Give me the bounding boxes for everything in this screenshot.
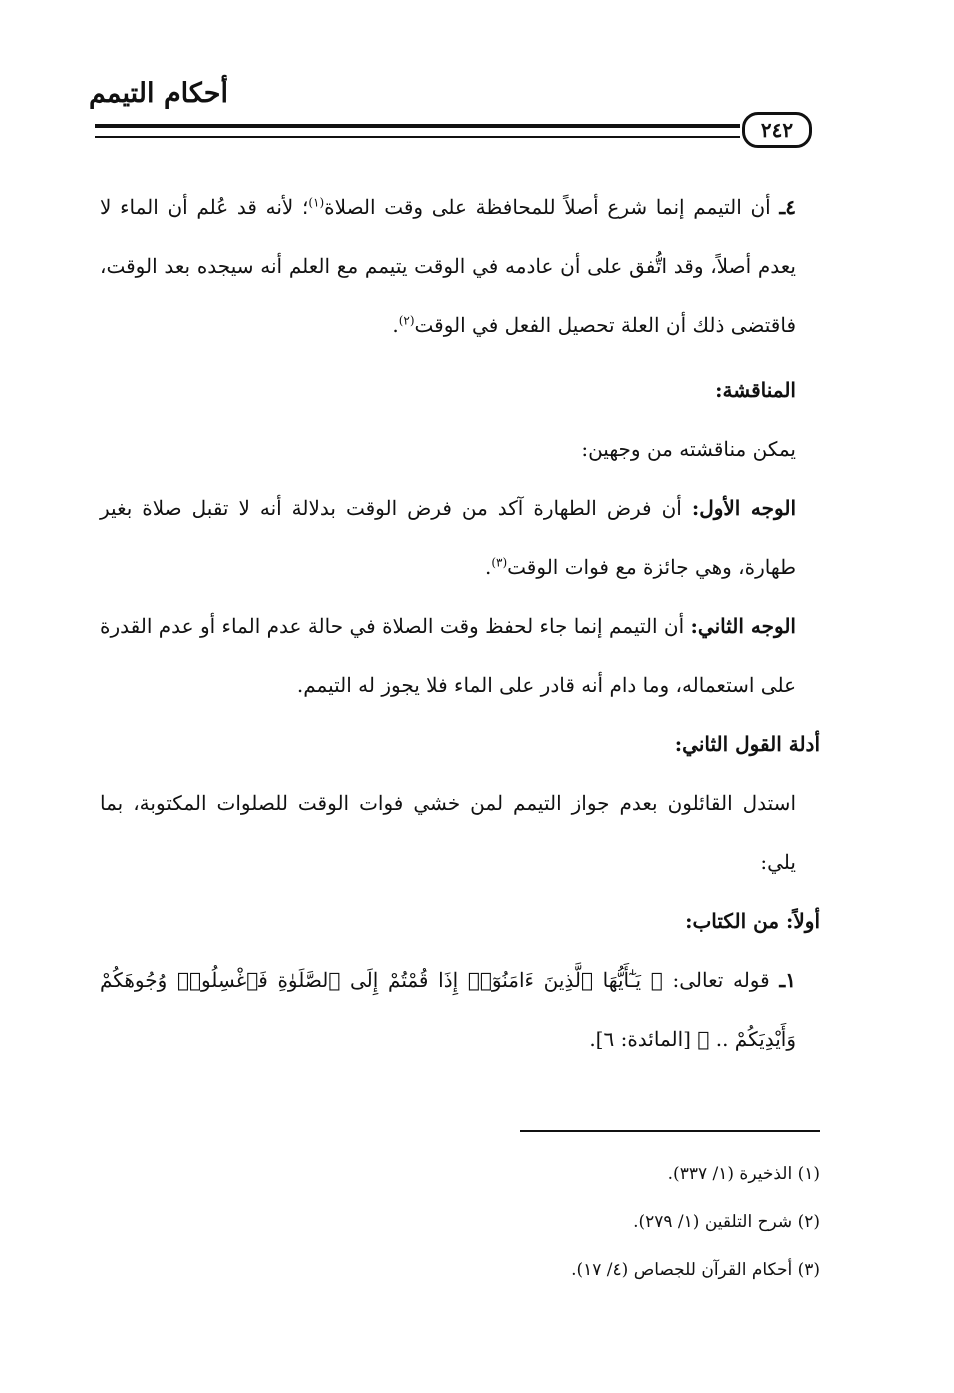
footnote-text: الذخيرة (١/ ٣٣٧). (667, 1164, 793, 1184)
footnote-number: (٢) (797, 1212, 820, 1232)
discussion-intro: يمكن مناقشته من وجهين: (581, 437, 796, 461)
footnote-text: شرح التلقين (١/ ٢٧٩). (633, 1212, 793, 1232)
footnote-number: (١) (797, 1164, 820, 1184)
footnote-1 (300, 1150, 820, 1198)
discussion-heading: المناقشة: (715, 378, 796, 402)
verse-close-bracket: ﴾ (697, 1027, 710, 1051)
paragraph-number: ٤ـ (779, 195, 797, 219)
footnote-3 (300, 1246, 820, 1294)
footnote-separator (520, 1130, 820, 1132)
second-view-intro: استدل القائلون بعدم جواز التيمم لمن خشي فوات الوقت للصلوات المكتوبة، بما يلي: (100, 791, 796, 874)
aspect-1 (100, 479, 820, 597)
paragraph-text: ؛ لأنه قد عُلم أن الماء لا يعدم أصلاً، وقد اتُّفق على أن عادمه في الوقت يتيمم مع العلم أنه سيجده بعد الوقت، فاقتضى ذلك أن العلة تحصيل الفعل في الوقت (100, 195, 796, 337)
aspect-label: الوجه الأول: (691, 496, 796, 520)
quran-verse: يَـٰٓأَيُّهَا ٱلَّذِينَ ءَامَنُوٓا۟ إِذَا قُمْتُمْ إِلَى ٱلصَّلَوٰةِ فَٱغْسِلُوا۟ وُجُوهَكُمْ وَأَيْدِيَكُمْ .. (100, 968, 796, 1051)
book-heading: أولاً: من الكتاب: (685, 909, 820, 933)
footnote-ref: (١) (308, 195, 325, 210)
aspect-label: الوجه الثاني: (690, 614, 796, 638)
verse-reference: [المائدة: ٦]. (589, 1027, 691, 1051)
footnote-ref: (٢) (398, 313, 415, 328)
main-text (100, 178, 820, 1069)
footnote-number: (٣) (797, 1260, 820, 1280)
verse-intro: قوله تعالى: (672, 968, 770, 992)
header-rule-thin (95, 136, 740, 138)
page-number: ٢٤٢ (760, 118, 794, 142)
running-title: أحكام التيمم (88, 78, 228, 109)
aspect-text: أن فرض الطهارة آكد من فرض الوقت بدلالة أنه لا تقبل صلاة بغير طهارة، وهي جائزة مع فوات الوقت (100, 496, 796, 579)
paragraph-end: . (484, 555, 492, 579)
paragraph-number: ١ـ (779, 968, 796, 992)
footnote-text: أحكام القرآن للجصاص (٤/ ١٧). (571, 1260, 793, 1280)
paragraph-text: أن التيمم إنما شرع أصلاً للمحافظة على وقت الصلاة (324, 195, 771, 219)
verse-open-bracket: ﴿ (650, 968, 663, 992)
footnote-2 (300, 1198, 820, 1246)
header-rule-thick (95, 124, 740, 128)
paragraph-4 (100, 178, 820, 355)
aspect-text: أن التيمم إنما جاء لحفظ وقت الصلاة في حالة عدم الماء أو عدم القدرة على استعماله، وما دام أنه قادر على الماء فلا يجوز له التيمم. (100, 614, 796, 697)
footnotes (300, 1150, 820, 1294)
second-view-heading: أدلة القول الثاني: (674, 732, 820, 756)
aspect-2 (100, 597, 820, 715)
footnote-ref: (٣) (491, 555, 508, 570)
verse-paragraph (100, 951, 820, 1069)
paragraph-end: . (392, 313, 399, 337)
page-number-badge (742, 112, 812, 148)
